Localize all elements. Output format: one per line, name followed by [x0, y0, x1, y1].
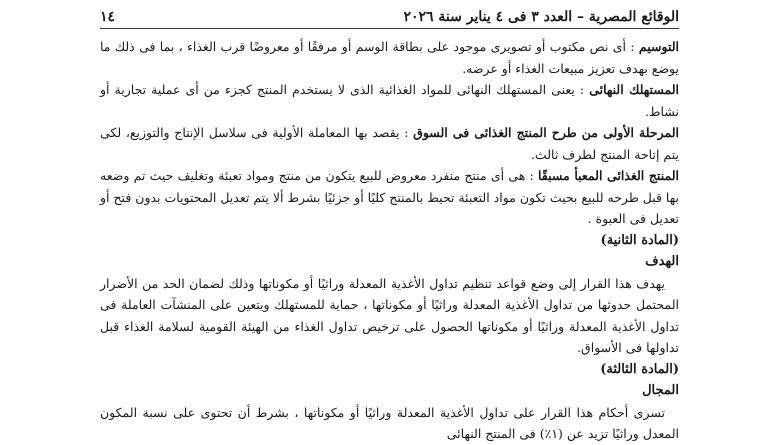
header-title: الوقائع المصرية – العدد ٣ فى ٤ يناير سنة ٢٠٢٦: [403, 9, 679, 25]
page-header: [100, 6, 679, 29]
definition-text: : أى نص مكتوب أو تصويرى موجود على بطاقة الوسم أو مرفقًا أو معروضًا قرب الغذاء ، بما فى ذلك ما يوضع بهدف تعزيز مبيعات الغذاء أو عرضه.: [100, 39, 679, 76]
definition-paragraph: [100, 36, 679, 79]
article-2-text: يهدف هذا القرار إلى وضع قواعد تنظيم تداول الأغذية المعدلة وراثيًا أو مكوناتها وذلك لضمان الحد من الأضرار المحتمل حدوثها من تداول الأغذية المعدلة وراثيًا أو مكوناتها ، حماية للمستهلك ويتعين على المنشآت العاملة فى تداول الأغذية المعدلة وراثيًا أو مكوناتها الحصول على ترخيص تداول الغذاء من الهيئة القومية لسلامة الغذاء قبل تداولها فى الأسواق.: [100, 275, 679, 355]
definition-term: المستهلك النهائى: [589, 82, 679, 97]
article-2-subtitle: الهدف: [645, 254, 679, 269]
definition-text: : يقصد بها المعاملة الأولية فى سلاسل الإنتاج والتوزيع، لكى يتم إتاحة المنتج لطرف ثالث.: [100, 125, 679, 162]
definition-term: المرحلة الأولى من طرح المنتج الغذائى فى السوق: [413, 125, 679, 140]
page-content: [100, 36, 679, 445]
article-3-text: تسرى أحكام هذا القرار على تداول الأغذية المعدلة وراثيًا أو مكوناتها ، بشرط أن تحتوى على نسبة المكون المعدل وراثيًا تزيد عن (١٪) فى المنتج النهائى: [100, 404, 679, 441]
definition-paragraph: [100, 79, 679, 122]
definition-paragraph: [100, 122, 679, 165]
definition-text: : هى أى منتج منفرد معروض للبيع يتكون من منتج ومواد تعبئة وتغليف حيث تم وضعه بها قبل طرحه للبيع بحيث تكون مواد التعبئة تحيط بالمنتج كليًا أو جزئيًا بشرط ألا يتم تعديل المحتويات بدون فتح أو تعديل فى العبوة .: [100, 168, 679, 226]
article-3-title: (المادة الثالثة): [600, 361, 679, 377]
definition-term: المنتج الغذائى المعبأ مسبقًا: [537, 168, 679, 183]
article-3-subtitle: المجال: [642, 383, 679, 398]
page-number: ١٤: [100, 9, 116, 25]
article-2-title: (المادة الثانية): [600, 232, 679, 248]
definition-text: : يعنى المستهلك النهائى للمواد الغذائية الذى لا يستخدم المنتج كجزء من أى عملية تجارية أو نشاط.: [100, 82, 679, 119]
definition-term: التوسيم: [638, 39, 679, 54]
definition-paragraph: [100, 165, 679, 230]
